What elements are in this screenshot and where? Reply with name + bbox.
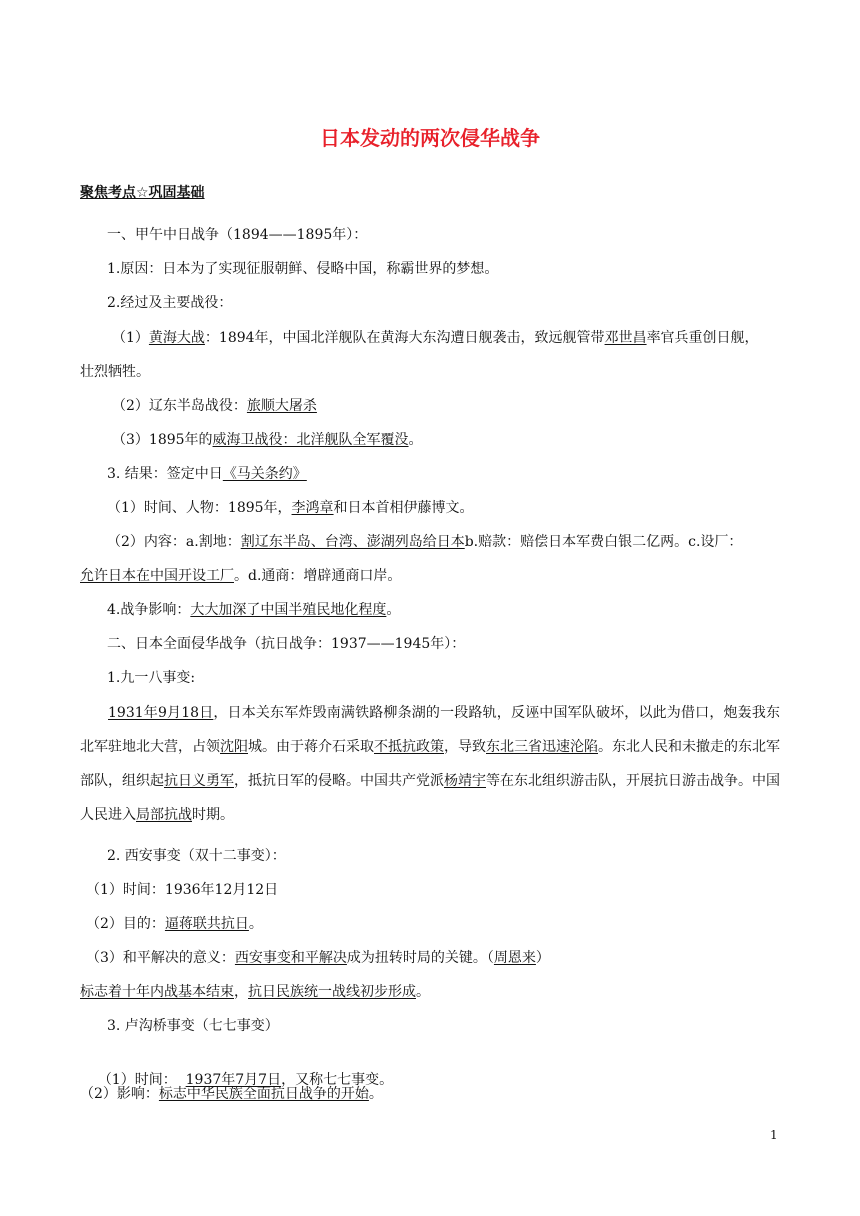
marco-polo-time: （1）时间： 1937年7月7日，又称七七事变。	[97, 1072, 394, 1088]
xian-time: （1）时间：1936年12月12日	[86, 882, 279, 898]
battle-1-name: 黄海大战	[148, 330, 205, 346]
xian-significance: （3）和平解决的意义：西安事变和平解决成为扭转时局的关键。（周恩来）	[86, 950, 550, 966]
section-heading: 聚焦考点☆巩固基础	[80, 185, 205, 201]
item-impact: 4.战争影响：大大加深了中国半殖民地化程度。	[107, 602, 401, 618]
page-number: 1	[770, 1128, 778, 1142]
xian-significance-cont: 标志着十年内战基本结束，抗日民族统一战线初步形成。	[80, 984, 430, 1000]
battle-1-cont: 壮烈牺牲。	[80, 364, 150, 380]
document-title: 日本发动的两次侵华战争	[320, 126, 540, 150]
result-content: （2）内容：a.割地：割辽东半岛、台湾、澎湖列岛给日本b.赔款：赔偿日本军费白银二亿两。c.设厂：	[107, 534, 743, 550]
result-content-cont: 允许日本在中国开设工厂。d.通商：增辟通商口岸。	[80, 568, 402, 584]
item-process: 2.经过及主要战役：	[107, 295, 233, 311]
marco-polo-impact: （2）影响：标志中华民族全面抗日战争的开始。	[80, 1086, 383, 1102]
battle-1: （1）黄海大战：1894年，中国北洋舰队在黄海大东沟遭日舰袭击，致远舰管带邓世昌率官兵重创日舰，	[112, 330, 759, 346]
result-time: （1）时间、人物：1895年，李鸿章和日本首相伊藤博文。	[107, 500, 474, 516]
paragraph-918: 1931年9月18日，日本关东军炸毁南满铁路柳条湖的一段路轨，反诬中国军队破坏，以此为借口，炮轰我东北军驻地北大营，占领沈阳城。由于蒋介石采取不抵抗政策，导致东北三省迅速沦陷。东北人民和未撤走的东北军部队，组织起抗日义勇军，抵抗日军的侵略。中国共产党派杨靖宇等在东北组织游击队，开展抗日游击战争。中国人民进入局部抗战时期。	[80, 705, 780, 823]
item-cause: 1.原因：日本为了实现征服朝鲜、侵略中国，称霸世界的梦想。	[107, 261, 499, 277]
item-918: 1.九一八事变:	[107, 670, 196, 686]
battle-3: （3）1895年的威海卫战役：北洋舰队全军覆没。	[112, 432, 423, 448]
battle-2: （2）辽东半岛战役：旅顺大屠杀	[112, 398, 317, 414]
section-2-title: 二、日本全面侵华战争（抗日战争：1937——1945年）：	[107, 636, 466, 652]
item-result: 3. 结果：签定中日《马关条约》	[107, 466, 307, 482]
deng-shichang: 邓世昌	[604, 330, 647, 346]
xian-goal: （2）目的：逼蒋联共抗日。	[86, 916, 263, 932]
item-marco-polo: 3. 卢沟桥事变（七七事变）	[107, 1018, 279, 1034]
item-xian: 2. 西安事变（双十二事变）：	[107, 848, 286, 864]
section-1-title: 一、甲午中日战争（1894——1895年）：	[107, 227, 368, 243]
